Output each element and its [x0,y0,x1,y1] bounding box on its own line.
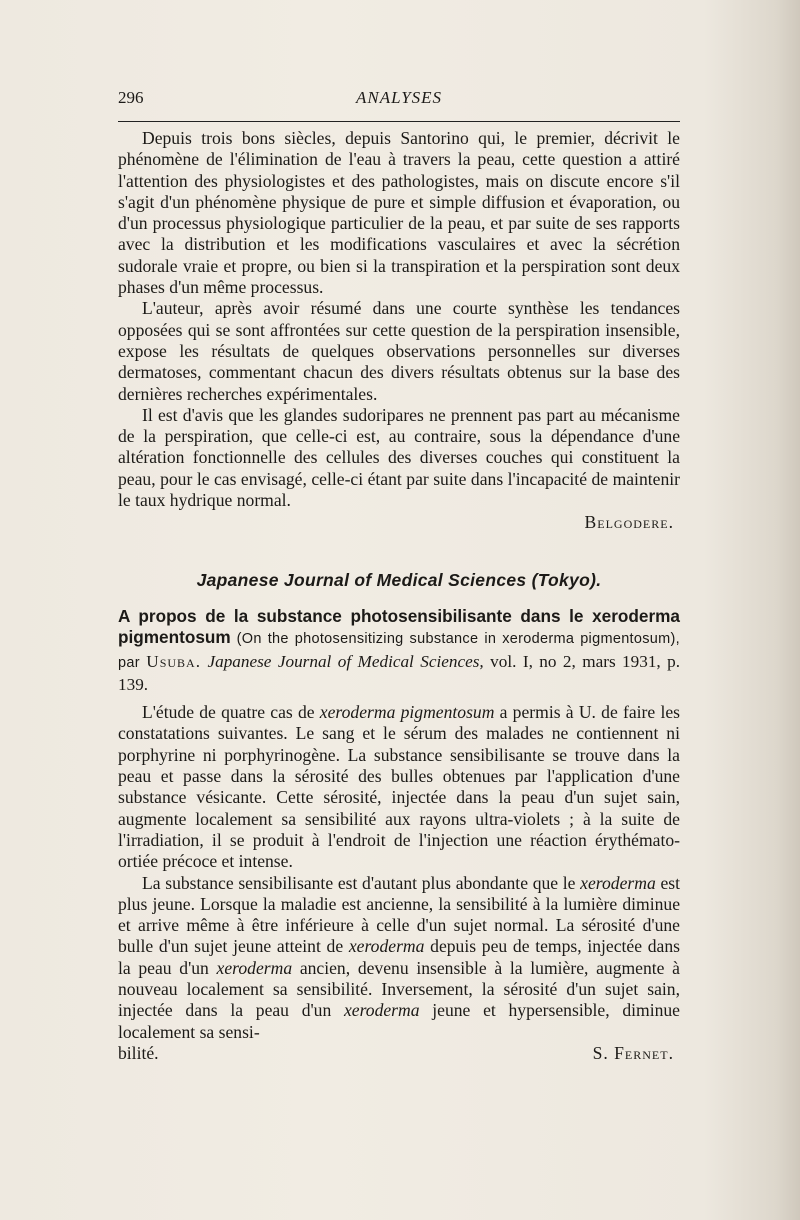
text-run: ancien, devenu insensible à la lumière, augmente à nouveau localement sa sensibilité. Inversement, la sérosité d'un sujet sain, injectée dans la peau d'un [118,957,680,1021]
italic-term: xeroderma pigmentosum [319,702,495,723]
page-number: 296 [118,88,144,107]
paragraph [118,873,680,1043]
paragraph-end: bilité. [118,1042,159,1063]
entry-original-title: (On the photosensitizing substance in xeroderma pigmentosum), par [118,631,680,671]
entry-journal: Japanese Journal of Medical Sciences, [207,651,484,671]
article-xeroderma [118,606,680,1064]
paragraph: Depuis trois bons siècles, depuis Santorino qui, le premier, décrivit le phénomène de l'élimination de l'eau à travers la peau, cette question a attiré l'attention des physiologistes et des pathologistes, mais on discute encore s'il s'agit d'un phénomène physique de pure et simple diffusion et évaporation, ou d'un processus physiologique particulier de la peau, et par suite de ses rapports avec la distribution et les modifications vasculaires et avec la sécrétion sudorale vraie et propre, ou bien si la transpiration et la perspiration sont deux phases d'un même processus. [118,128,680,298]
italic-term: xeroderma [348,936,425,957]
italic-term: xeroderma [580,872,656,893]
entry-citation: vol. I, no 2, mars 1931, p. 139. [118,651,681,694]
paragraph: L'auteur, après avoir résumé dans une courte synthèse les tendances opposées qui se sont affrontées sur cette question de la perspiration insensible, expose les résultats de quelques observations personnelles sur diverses dermatoses, commentant chacun des divers résultats obtenus sur la base des dernières recherches expérimentales. [118,298,680,404]
paragraph: Il est d'avis que les glandes sudoripares ne prennent pas part au mécanisme de la perspiration, que celle-ci est, au contraire, sous la dépendance d'une altération fonctionnelle des cellules des diverses couches qui constituent la peau, pour le cas envisagé, celle-ci étant par suite dans l'incapacité de maintenir le taux hydrique normal. [118,404,680,511]
author-signature: Belgodere. [584,512,674,533]
text-run: La substance sensibilisante est d'autant plus abondante que le [142,872,581,893]
text-run: depuis peu de temps, injectée dans la peau d'un [118,936,680,978]
journal-section-title: Japanese Journal of Medical Sciences (Tokyo). [196,569,602,590]
page-content [118,128,680,1064]
entry-title: A propos de la substance photosensibilisante dans le xeroderma pigmentosum [118,605,680,648]
italic-term: xeroderma [343,1000,420,1021]
closing-line [118,1043,680,1064]
entry-heading [118,606,680,695]
running-head: ANALYSES [355,88,443,107]
header-rule [118,121,680,122]
entry-author: Usuba. [146,651,202,671]
text-run: a permis à U. de faire les constatations suivantes. Le sang et le sérum des malades ne contiennent ni porphyrine ni porphyrinogène. La substance sensibilisante se trouve dans la peau et passe dans la sérosité des bulles obtenues par l'application d'une substance vésicante. Cette sérosité, injectée dans la peau d'un sujet sain, augmente localement sa sensibilité aux rayons ultra-violets ; à la suite de l'irradiation, il se produit à l'endroit de l'injection une réaction érythémato-ortiée précoce et intense. [118,702,680,872]
author-signature: S. Fernet. [592,1042,674,1063]
article-perspiration [118,128,680,534]
paragraph [118,702,680,872]
text-run: L'étude de quatre cas de [142,702,320,723]
text-run: jeune et hypersensible, diminue localement sa sensi- [118,1000,680,1042]
text-run: est plus jeune. Lorsque la maladie est ancienne, la sensibilité à la lumière diminue et arrive même à être inférieure à celle d'un sujet normal. La sérosité d'une bulle d'un sujet jeune atteint de [118,872,680,957]
italic-term: xeroderma [216,957,293,978]
page-header [118,88,680,116]
